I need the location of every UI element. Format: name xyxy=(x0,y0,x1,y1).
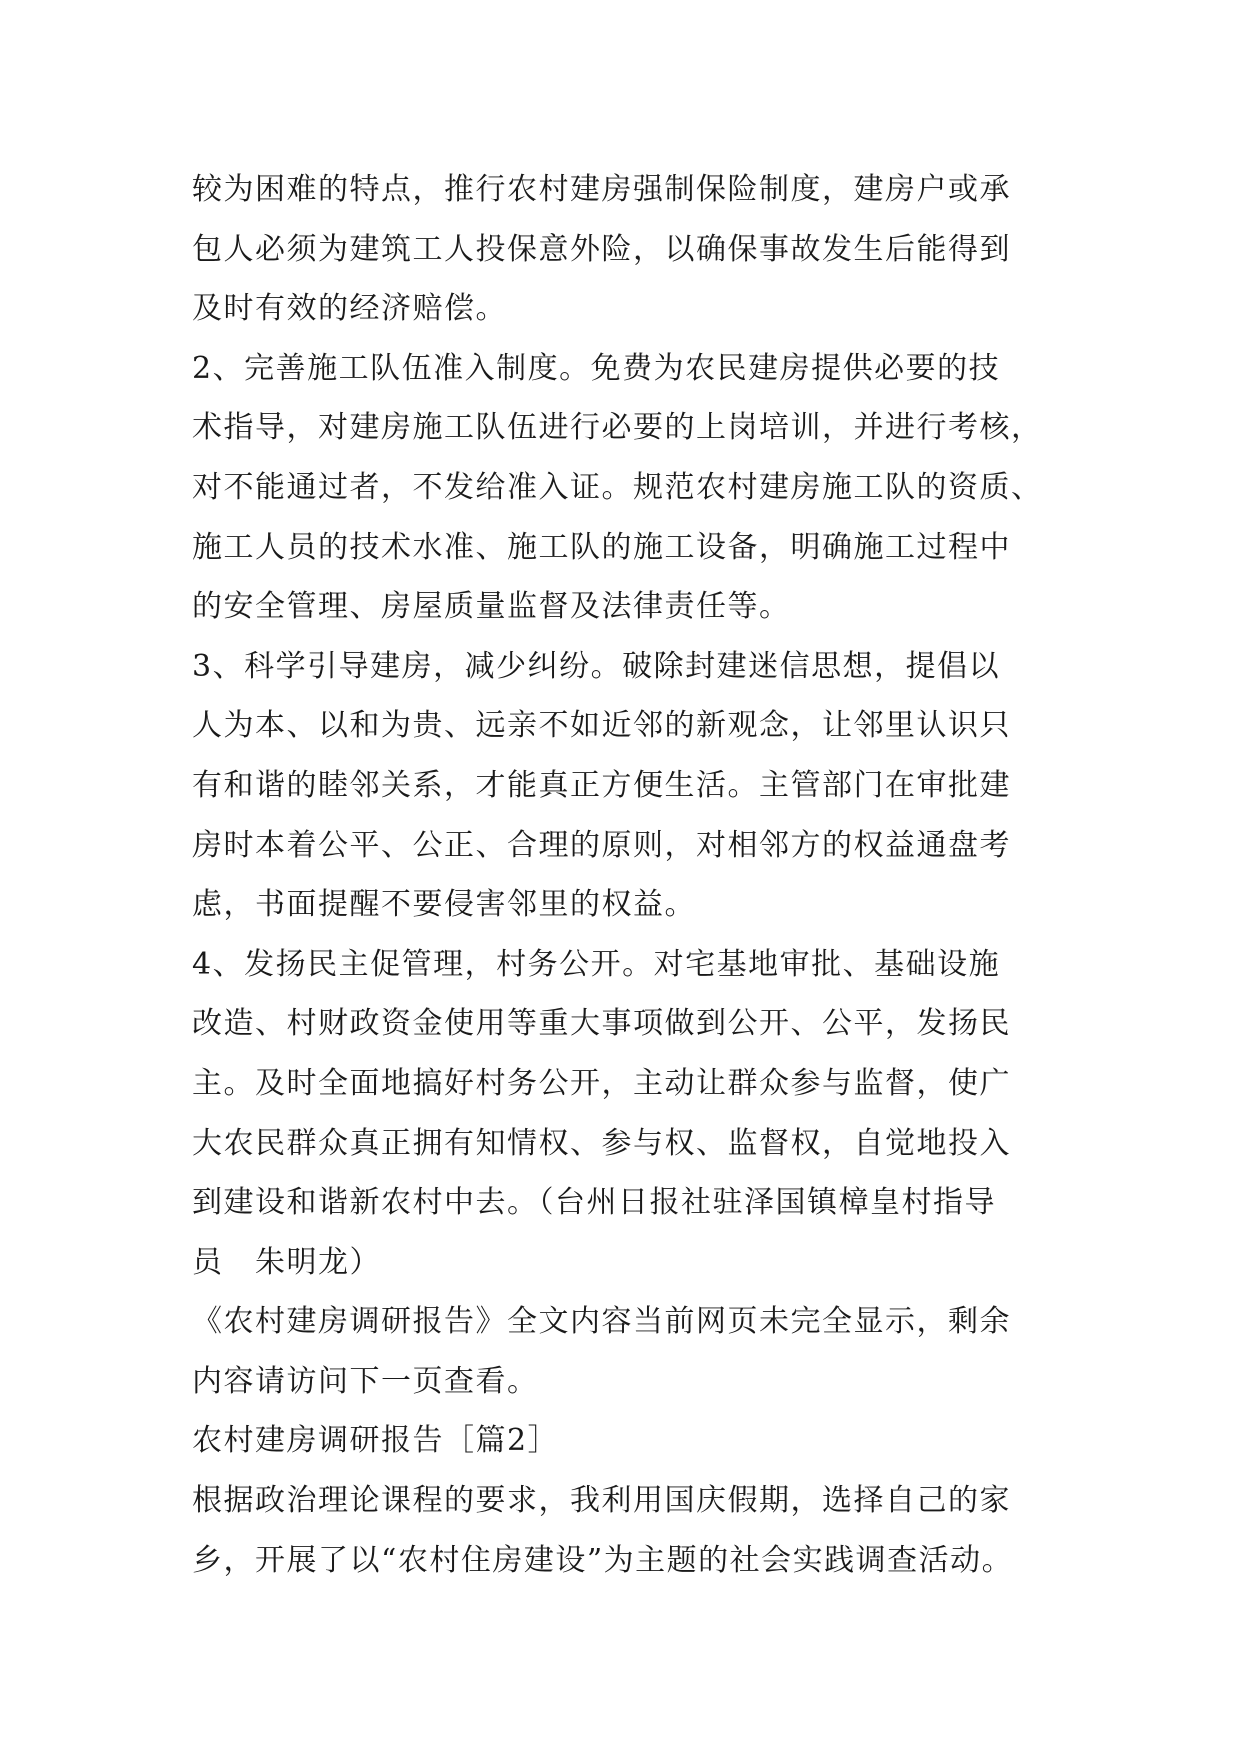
text-line: 改造、村财政资金使用等重大事项做到公开、公平，发扬民 xyxy=(192,1006,1011,1042)
text-line: 施工人员的技术水准、施工队的施工设备，明确施工过程中 xyxy=(192,529,1011,565)
text-line: 内容请访问下一页查看。 xyxy=(192,1363,539,1399)
text-line: 到建设和谐新农村中去。（台州日报社驻泽国镇樟皇村指导 xyxy=(192,1185,996,1221)
text-line: 及时有效的经济赔偿。 xyxy=(192,291,507,327)
section-heading: 农村建房调研报告［篇2］ xyxy=(192,1423,560,1459)
text-line: 3、科学引导建房，减少纠纷。破除封建迷信思想，提倡以 xyxy=(192,648,1001,684)
text-line: 大农民群众真正拥有知情权、参与权、监督权，自觉地投入 xyxy=(192,1125,1011,1161)
text-line: 术指导，对建房施工队伍进行必要的上岗培训，并进行考核， xyxy=(192,410,1043,446)
text-line: 较为困难的特点，推行农村建房强制保险制度，建房户或承 xyxy=(192,172,1011,207)
text-line: 乡，开展了以“农村住房建设”为主题的社会实践调查活动。 xyxy=(192,1542,1014,1578)
text-line: 员 朱明龙） xyxy=(192,1244,381,1280)
text-line: 《农村建房调研报告》全文内容当前网页未完全显示，剩余 xyxy=(192,1304,1011,1340)
text-line: 虑，书面提醒不要侵害邻里的权益。 xyxy=(192,887,696,923)
text-line: 2、完善施工队伍准入制度。免费为农民建房提供必要的技 xyxy=(192,350,1001,386)
text-line: 对不能通过者，不发给准入证。规范农村建房施工队的资质、 xyxy=(192,469,1043,505)
text-line: 主。及时全面地搞好村务公开，主动让群众参与监督，使广 xyxy=(192,1065,1011,1101)
text-line: 的安全管理、房屋质量监督及法律责任等。 xyxy=(192,589,791,625)
text-line: 有和谐的睦邻关系，才能真正方便生活。主管部门在审批建 xyxy=(192,767,1011,803)
text-line: 人为本、以和为贵、远亲不如近邻的新观念，让邻里认识只 xyxy=(192,708,1011,744)
text-line: 4、发扬民主促管理，村务公开。对宅基地审批、基础设施 xyxy=(192,946,1001,982)
text-line: 根据政治理论课程的要求，我利用国庆假期，选择自己的家 xyxy=(192,1483,1011,1519)
text-line: 房时本着公平、公正、合理的原则，对相邻方的权益通盘考 xyxy=(192,827,1011,863)
document-body xyxy=(192,160,1062,1590)
text-line: 包人必须为建筑工人投保意外险，以确保事故发生后能得到 xyxy=(192,231,1011,267)
